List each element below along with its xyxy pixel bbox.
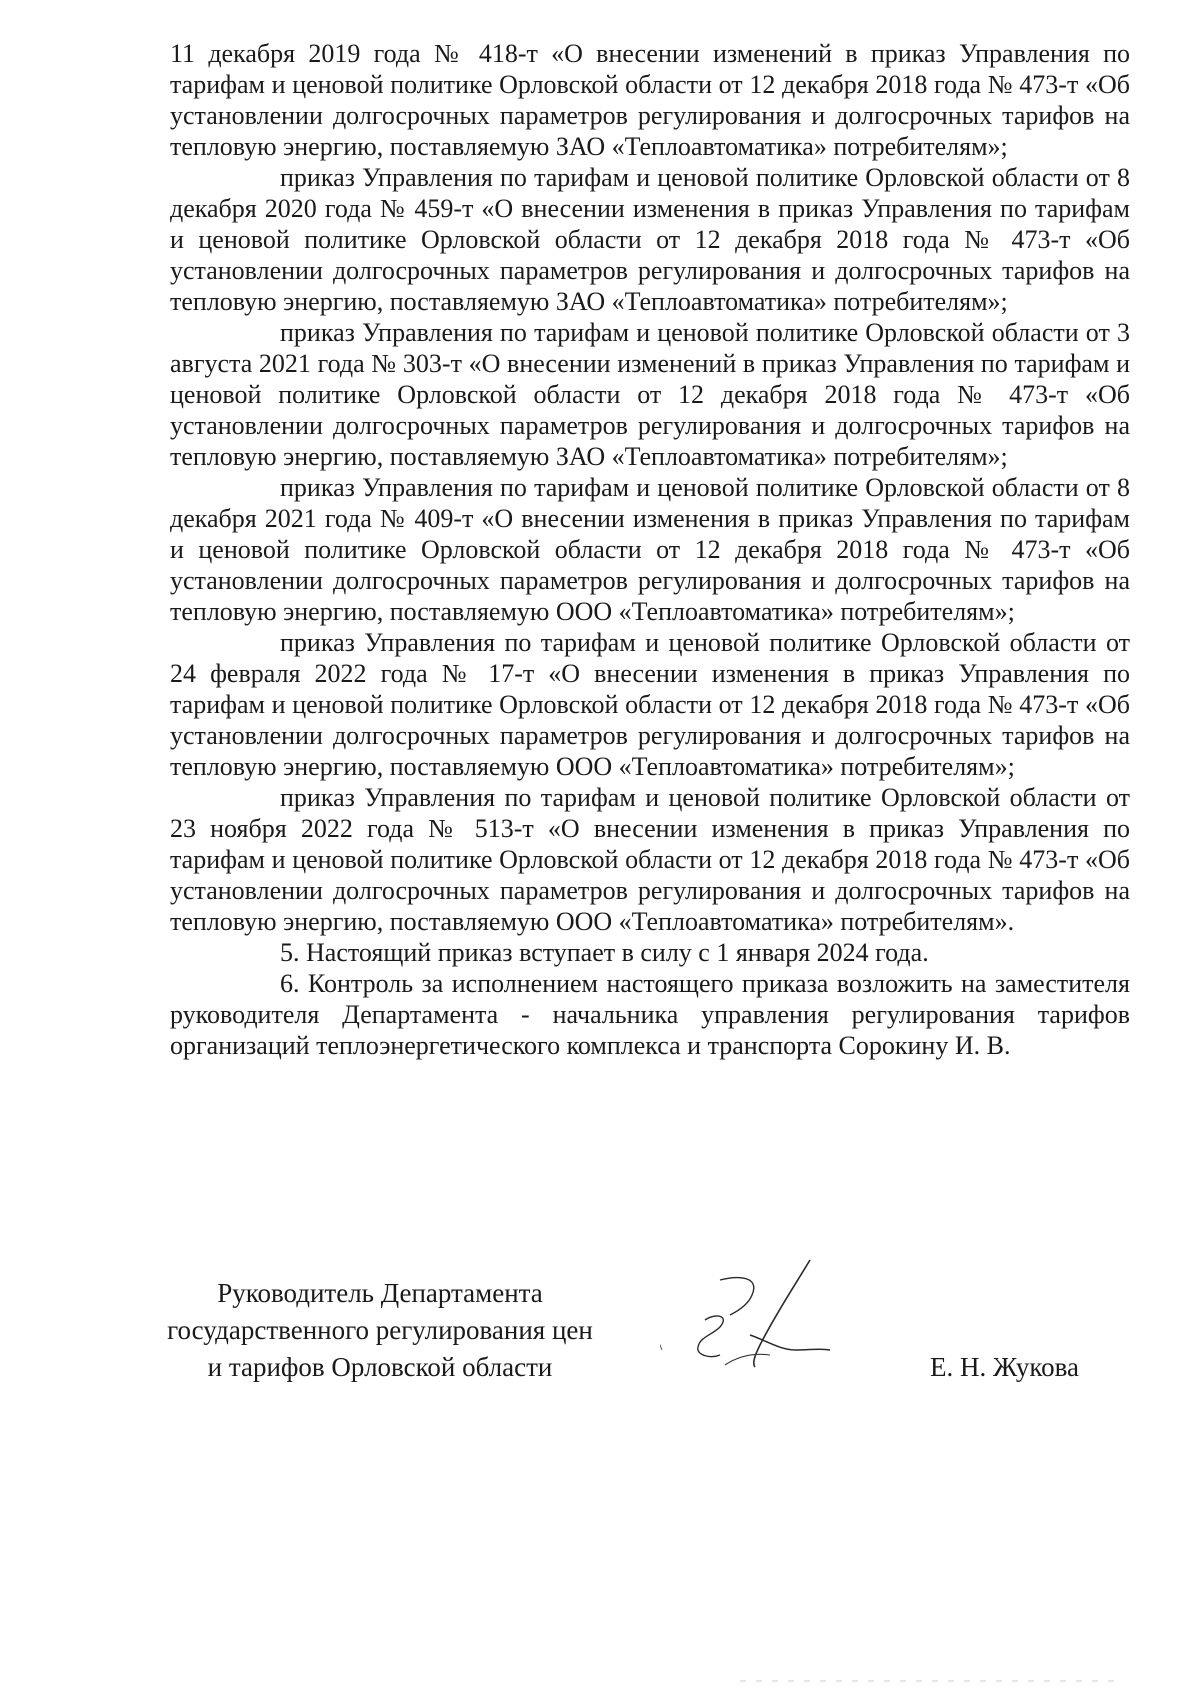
paragraph-order-2020: приказ Управления по тарифам и ценовой политике Орловской области от 8 декабря 2020 года № 459-т «О внесении изменения в приказ Управления по тарифам и ценовой политике Орловской области от 12 декабря 2018 года № 473-т «Об установлении долгосрочных параметров регулирования и долгосрочных тарифов на тепловую энергию, поставляемую ЗАО «Теплоавтоматика» потребителям»; xyxy=(170,163,1130,316)
handwritten-signature xyxy=(660,1255,900,1395)
paragraph-effective-date: 5. Настоящий приказ вступает в силу с 1 января 2024 года. xyxy=(280,938,929,967)
paragraph-order-2019: 11 декабря 2019 года № 418-т «О внесении изменений в приказ Управления по тарифам и ценовой политике Орловской области от 12 декабря 2018 года № 473-т «Об установлении долгосрочных параметров регулирования и долгосрочных тарифов на тепловую энергию, поставляемую ЗАО «Теплоавтоматика» потребителям»; xyxy=(170,39,1130,161)
paragraph-order-dec-2021: приказ Управления по тарифам и ценовой политике Орловской области от 8 декабря 2021 года № 409-т «О внесении изменения в приказ Управления по тарифам и ценовой политике Орловской области от 12 декабря 2018 года № 473-т «Об установлении долгосрочных параметров регулирования и долгосрочных тарифов на тепловую энергию, поставляемую ООО «Теплоавтоматика» потребителям»; xyxy=(170,473,1130,626)
paragraph-order-feb-2022: приказ Управления по тарифам и ценовой политике Орловской области от 24 февраля 2022 года № 17-т «О внесении изменения в приказ Управления по тарифам и ценовой политике Орловской области от 12 декабря 2018 года № 473-т «Об установлении долгосрочных параметров регулирования и долгосрочных тарифов на тепловую энергию, поставляемую ООО «Теплоавтоматика» потребителям»; xyxy=(170,628,1130,781)
signatory-title-line-1: Руководитель Департамента xyxy=(217,1278,543,1308)
signatory-title-line-2: государственного регулирования цен xyxy=(167,1315,593,1345)
document-body xyxy=(170,38,1130,1061)
signatory-title-line-3: и тарифов Орловской области xyxy=(207,1352,553,1382)
signer-name: Е. Н. Жукова xyxy=(930,1352,1079,1382)
paragraph-order-aug-2021: приказ Управления по тарифам и ценовой политике Орловской области от 3 августа 2021 года № 303-т «О внесении изменений в приказ Управления по тарифам и ценовой политике Орловской области от 12 декабря 2018 года № 473-т «Об установлении долгосрочных параметров регулирования и долгосрочных тарифов на тепловую энергию, поставляемую ЗАО «Теплоавтоматика» потребителям»; xyxy=(170,318,1130,471)
paragraph-control: 6. Контроль за исполнением настоящего приказа возложить на заместителя руководителя Департамента - начальника управления регулирования тарифов организаций теплоэнергетического комплекса и транспорта Сорокину И. В. xyxy=(170,969,1130,1060)
paragraph-order-nov-2022: приказ Управления по тарифам и ценовой политике Орловской области от 23 ноября 2022 года № 513-т «О внесении изменения в приказ Управления по тарифам и ценовой политике Орловской области от 12 декабря 2018 года № 473-т «Об установлении долгосрочных параметров регулирования и долгосрочных тарифов на тепловую энергию, поставляемую ООО «Теплоавтоматика» потребителям». xyxy=(170,783,1130,936)
scan-artifact xyxy=(740,1679,1120,1683)
signatory-title xyxy=(150,1275,610,1386)
